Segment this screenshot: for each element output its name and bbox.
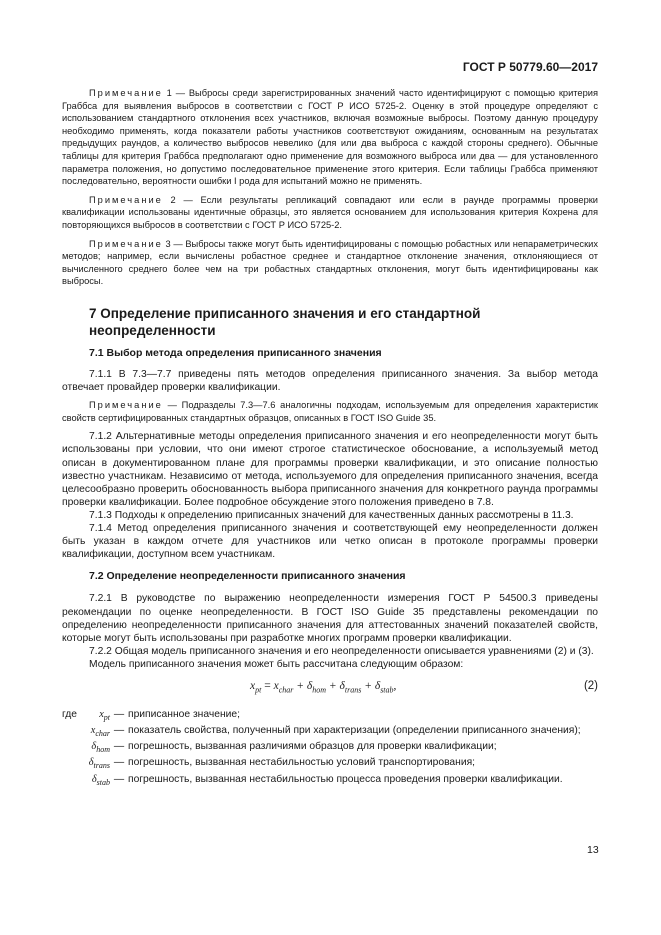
definition-symbol: $\delta_{trans}$ [88, 757, 110, 771]
paragraph-7-1-2: 7.1.2 Альтернативные методы определения приписанного значения и его неопределенности могут быть использованы при условии, что они имеют строгое статистическое обоснование, а используемый метод описан в документированном плане для программы проверки квалификации, и это описание полностью известно участникам. Независимо от метода, используемого для определения приписанного значения, всегда целесообразно проверить обоснованность выбора приписанного значения для конкретного раунда программы проверки квалификации. Более подробное обсуждение этого положения приведено в 7.8. [62, 431, 598, 508]
note-text: 3 — Выбросы также могут быть идентифицированы с помощью робастных или непараметрических методов; например, если вычислены робастное среднее и стандартное отклонение значения, отклоняющиеся от вычисленного среднего более чем на три робастных стандартных отклонения, могут быть идентифицированы как выбросы. [62, 238, 598, 287]
note-text: 2 — Если результаты репликаций совпадают или если в раунде программы проверки квалификации использованы идентичные образцы, это является основанием для использования критерия Кохрена для повторяющихся выбросов в соответствии с ГОСТ Р ИСО 5725-2. [62, 194, 598, 230]
note-3 [62, 238, 598, 288]
definition-text: погрешность, вызванная нестабильностью условий транспортирования; [128, 757, 476, 769]
equation-number: (2) [583, 679, 598, 692]
paragraph-7-1-3: 7.1.3 Подходы к определению приписанных значений для качественных данных рассмотрены в 11.3. [89, 509, 574, 521]
note-text: — Подразделы 7.3—7.6 аналогичны подходам, используемым для определения характеристик свойств сертифицированных стандартных образцов, описанных в ГОСТ ISO Guide 35. [62, 400, 598, 423]
definition-text: приписанное значение; [128, 708, 240, 720]
equation-2 [62, 676, 598, 700]
definition-symbol: $\delta_{hom}$ [91, 741, 110, 755]
document-header: ГОСТ Р 50779.60—2017 [462, 60, 598, 74]
where-label: где [62, 708, 78, 720]
note-label: Примечание [89, 238, 163, 249]
definition-text: показатель свойства, полученный при характеризации (определении приписанного значения); [128, 725, 581, 737]
definition-item: $\delta_{stab}$ — погрешность, вызванная нестабильностью процесса проведения проверки квалификации. [62, 773, 598, 789]
paragraph-7-2-2: 7.2.2 Общая модель приписанного значения и его неопределенности описывается уравнениями (2) и (3). [89, 645, 594, 657]
definition-item: $\delta_{hom}$ — погрешность, вызванная различиями образцов для проверки квалификации; [62, 740, 598, 756]
definition-text: погрешность, вызванная нестабильностью процесса проведения проверки квалификации. [128, 773, 563, 785]
paragraph-model: Модель приписанного значения может быть рассчитана следующим образом: [89, 658, 464, 670]
subsection-7-1-heading: 7.1 Выбор метода определения приписанного значения [89, 346, 382, 359]
definition-symbol: $\delta_{stab}$ [91, 773, 110, 787]
note-label: Примечание [89, 400, 163, 411]
paragraph-7-1-4: 7.1.4 Метод определения приписанного значения и соответствующей ему неопределенности должен быть указан в каждом отчете для участников или четко описан в протоколе программы проверки квалификации, доступном всем участникам. [62, 523, 598, 561]
paragraph-7-2-1: 7.2.1 В руководстве по выражению неопределенности измерения ГОСТ Р 54500.3 приведены рекомендации по оценке неопределенности. В ГОСТ ISO Guide 35 представлены рекомендации по определению неопределенности приписанного значения для аттестованных значений показателей свойств, которые могут быть использованы при разработке многих программ проверки квалификации. [62, 593, 598, 644]
note-label: Примечание [89, 88, 163, 98]
definition-item: $\delta_{trans}$ — погрешность, вызванная нестабильностью условий транспортирования; [62, 756, 598, 772]
section-7-heading: 7 Определение приписанного значения и его стандартной неопределенности [89, 305, 481, 338]
equation-formula: $x_{pt} = x_{char} + \delta_{hom} + \delta_{trans} + \delta_{stab}$, [250, 679, 397, 695]
definition-item: где $x_{pt}$ — приписанное значение; [62, 708, 598, 724]
definitions-list [62, 708, 598, 789]
definition-symbol: $x_{pt}$ [99, 708, 110, 723]
definition-text: погрешность, вызванная различиями образцов для проверки квалификации; [128, 741, 497, 753]
definition-item: $x_{char}$ — показатель свойства, полученный при характеризации (определении приписанного значения); [62, 724, 598, 740]
paragraph-7-1-1: 7.1.1 В 7.3—7.7 приведены пять методов определения приписанного значения. За выбор метода отвечает провайдер проверки квалификации. [62, 369, 598, 394]
page-content [62, 87, 598, 789]
note-2 [62, 194, 598, 232]
subsection-7-2-heading: 7.2 Определение неопределенности приписанного значения [89, 570, 406, 583]
note-text: 1 — Выбросы среди зарегистрированных значений часто идентифицируют с помощью критерия Граббса для выявления выбросов в соответствии с ГОСТ Р ИСО 5725-2. Оценку в этой процедуре определяют с использованием стандартного отклонения всех участников, включая возможные выбросы. Поэтому данную процедуру необходимо применять, когда показатели работы участников соответствуют ожиданиям, основанным на результатах предыдущих раундов, а количество выбросов невелико (для или два выброса с каждой стороны среднего). Обычные таблицы для критерия Граббса предполагают одно применение для возможного выброса или два — для установленного параметра положения, но допустимо последовательное применение этого критерия. Если таблицы Граббса применяют последовательно, вероятности ошибки I рода для испытаний можно не применять. [62, 88, 598, 187]
definition-symbol: $x_{char}$ [90, 725, 110, 739]
note-7-1 [62, 399, 598, 424]
note-label: Примечание [89, 194, 163, 205]
page-number: 13 [587, 844, 599, 856]
note-1 [62, 87, 598, 188]
